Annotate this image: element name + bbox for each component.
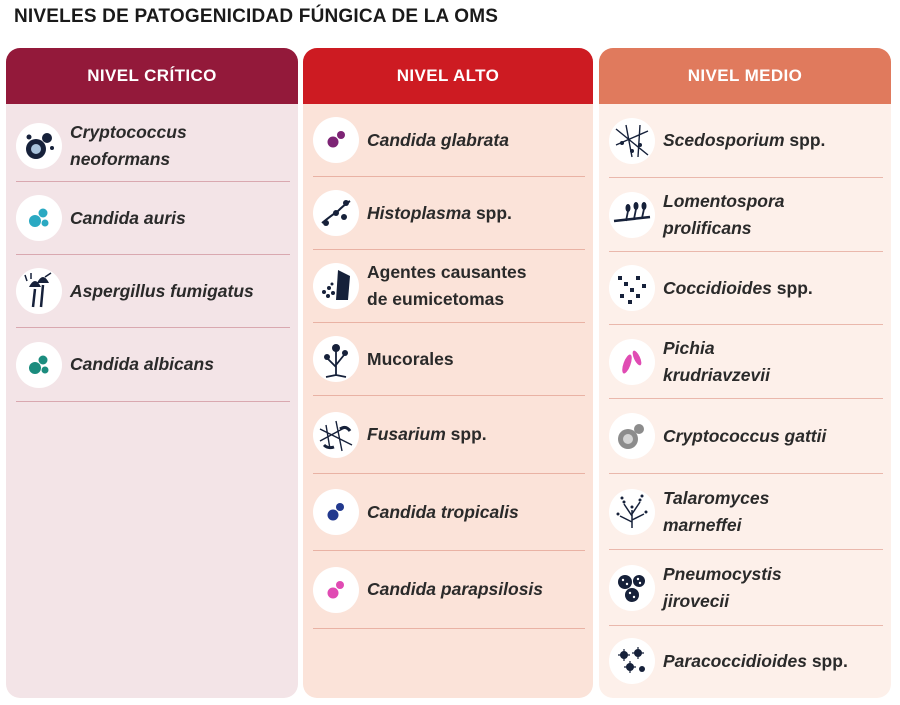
pneumocystis-cysts-icon bbox=[609, 565, 655, 611]
item-line1: Coccidioides bbox=[663, 277, 777, 298]
list-item bbox=[609, 626, 883, 696]
eumycetoma-icon bbox=[313, 263, 359, 309]
list-item bbox=[313, 250, 585, 323]
list-item bbox=[609, 550, 883, 626]
column-header-alto: NIVEL ALTO bbox=[303, 48, 593, 104]
item-suffix: spp. bbox=[475, 202, 512, 223]
column-header-critico: NIVEL CRÍTICO bbox=[6, 48, 298, 104]
item-line1: Paracoccidioides bbox=[663, 650, 812, 671]
item-line1: Aspergillus fumigatus bbox=[70, 280, 254, 301]
column-header-medio: NIVEL MEDIO bbox=[599, 48, 891, 104]
list-item bbox=[313, 104, 585, 177]
item-line1: Cryptococcus gattii bbox=[663, 425, 827, 446]
histoplasma-icon bbox=[313, 190, 359, 236]
item-line2: jirovecii bbox=[663, 590, 730, 611]
item-suffix: spp. bbox=[776, 277, 813, 298]
item-line1: Agentes causantes bbox=[367, 262, 527, 282]
pichia-elongated-cells-icon bbox=[609, 339, 655, 385]
list-item bbox=[609, 399, 883, 474]
item-line1: Cryptococcus bbox=[70, 121, 187, 142]
scedosporium-hyphae-icon bbox=[609, 118, 655, 164]
fusarium-icon bbox=[313, 412, 359, 458]
list-item bbox=[16, 328, 290, 402]
aspergillus-conidiophore-icon bbox=[16, 268, 62, 314]
mucorales-sporangia-icon bbox=[313, 336, 359, 382]
column-nivel-alto bbox=[303, 48, 593, 698]
list-item bbox=[609, 104, 883, 178]
list-item bbox=[313, 177, 585, 250]
item-line1: Candida parapsilosis bbox=[367, 579, 544, 599]
list-item bbox=[16, 110, 290, 182]
list-item bbox=[313, 323, 585, 396]
yeast-cells-green-icon bbox=[16, 342, 62, 388]
lomentospora-icon bbox=[609, 192, 655, 238]
list-item bbox=[16, 255, 290, 328]
item-line1: Talaromyces bbox=[663, 487, 770, 508]
list-item bbox=[313, 551, 585, 629]
item-line1: Lomentospora bbox=[663, 190, 785, 211]
item-line1: Candida auris bbox=[70, 207, 186, 228]
item-line2: neoformans bbox=[70, 148, 171, 169]
column-nivel-medio bbox=[599, 48, 891, 698]
column-nivel-critico bbox=[6, 48, 298, 698]
item-suffix: spp. bbox=[450, 424, 487, 444]
item-line1: Pichia bbox=[663, 337, 715, 358]
cryptococcus-cells-icon bbox=[16, 123, 62, 169]
item-line1: Pneumocystis bbox=[663, 563, 782, 584]
paracoccidioides-icon bbox=[609, 638, 655, 684]
list-item bbox=[609, 178, 883, 252]
cryptococcus-gray-icon bbox=[609, 413, 655, 459]
yeast-cells-pink-icon bbox=[313, 567, 359, 613]
item-line2: marneffei bbox=[663, 514, 742, 535]
yeast-cells-blue-icon bbox=[313, 489, 359, 535]
item-suffix: spp. bbox=[789, 130, 826, 150]
list-item bbox=[609, 474, 883, 550]
item-line1: Histoplasma bbox=[367, 202, 476, 223]
item-line1: Scedosporium bbox=[663, 130, 790, 150]
yeast-cells-teal-icon bbox=[16, 195, 62, 241]
list-item bbox=[16, 182, 290, 255]
item-line2: prolificans bbox=[663, 217, 752, 238]
item-suffix: spp. bbox=[811, 650, 848, 671]
list-item bbox=[313, 474, 585, 551]
item-line2: de eumicetomas bbox=[367, 289, 505, 309]
item-line1: Fusarium bbox=[367, 424, 451, 444]
list-item bbox=[313, 396, 585, 474]
list-item bbox=[609, 325, 883, 399]
yeast-cells-purple-icon bbox=[313, 117, 359, 163]
item-line1: Candida tropicalis bbox=[367, 501, 519, 522]
item-line1: Mucorales bbox=[367, 348, 454, 369]
coccidioides-icon bbox=[609, 265, 655, 311]
list-item bbox=[609, 252, 883, 325]
item-line1: Candida glabrata bbox=[367, 129, 509, 150]
talaromyces-icon bbox=[609, 489, 655, 535]
item-line1: Candida albicans bbox=[70, 354, 214, 374]
item-line2: krudriavzevii bbox=[663, 364, 770, 385]
page-title: NIVELES DE PATOGENICIDAD FÚNGICA DE LA OMS bbox=[14, 6, 499, 27]
